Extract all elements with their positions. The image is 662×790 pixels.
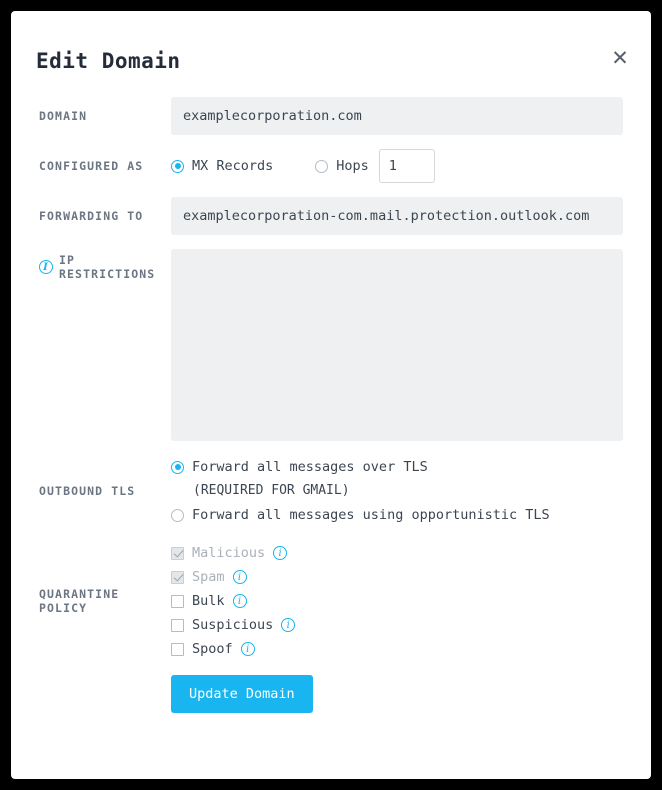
radio-tls-required-label: Forward all messages over TLS: [192, 459, 428, 475]
ip-restrictions-label: [11, 249, 171, 281]
radio-tls-required-control[interactable]: [171, 461, 184, 474]
quarantine-policy-row: [11, 541, 651, 661]
radio-mx-records-control[interactable]: [171, 160, 184, 173]
info-icon-bulk[interactable]: i: [233, 594, 247, 608]
checkbox-malicious-label: Malicious: [192, 545, 266, 561]
domain-field-area: [171, 97, 651, 135]
radio-tls-opportunistic[interactable]: [171, 503, 623, 527]
radio-hops[interactable]: [315, 154, 369, 178]
checkbox-spam: [171, 565, 623, 589]
ip-restrictions-textarea[interactable]: [171, 249, 623, 441]
forwarding-to-field-area: [171, 197, 651, 235]
info-icon-spoof[interactable]: i: [241, 642, 255, 656]
quarantine-policy-field-area: [171, 541, 651, 661]
submit-row: [11, 675, 651, 713]
info-icon-malicious[interactable]: i: [273, 546, 287, 560]
ip-restrictions-field-area: [171, 249, 651, 441]
tls-required-note: (REQUIRED FOR GMAIL): [193, 483, 350, 498]
checkbox-malicious: [171, 541, 623, 565]
quarantine-policy-label: QUARANTINE POLICY: [39, 587, 120, 615]
radio-tls-required[interactable]: [171, 455, 623, 479]
ip-restrictions-row: [11, 249, 651, 441]
checkbox-suspicious[interactable]: [171, 613, 623, 637]
ip-restrictions-label-text: IP RESTRICTIONS: [59, 253, 156, 281]
checkbox-spam-label: Spam: [192, 569, 225, 585]
configured-as-label: CONFIGURED AS: [39, 159, 144, 173]
configured-as-row: [11, 149, 651, 183]
checkbox-malicious-control: [171, 547, 184, 560]
forwarding-to-label: FORWARDING TO: [39, 209, 144, 223]
domain-input[interactable]: [171, 97, 623, 135]
info-icon-spam[interactable]: i: [233, 570, 247, 584]
update-domain-button[interactable]: Update Domain: [171, 675, 313, 713]
domain-row: [11, 97, 651, 135]
outbound-tls-field-area: [171, 455, 651, 527]
submit-field-area: [171, 675, 651, 713]
info-icon-suspicious[interactable]: i: [281, 618, 295, 632]
outbound-tls-label: OUTBOUND TLS: [39, 484, 136, 498]
edit-domain-form: [11, 97, 651, 727]
hops-input[interactable]: [379, 149, 435, 183]
radio-tls-opportunistic-label: Forward all messages using opportunistic TLS: [192, 507, 550, 523]
checkbox-bulk-label: Bulk: [192, 593, 225, 609]
forwarding-to-input[interactable]: [171, 197, 623, 235]
checkbox-spoof-label: Spoof: [192, 641, 233, 657]
checkbox-spoof[interactable]: [171, 637, 623, 661]
checkbox-spoof-control[interactable]: [171, 643, 184, 656]
edit-domain-dialog: [11, 11, 651, 779]
radio-hops-label: Hops: [336, 158, 369, 174]
radio-tls-opportunistic-control[interactable]: [171, 509, 184, 522]
page-title: Edit Domain: [36, 49, 181, 73]
info-icon[interactable]: I: [39, 260, 53, 274]
domain-label: DOMAIN: [39, 109, 88, 123]
checkbox-bulk-control[interactable]: [171, 595, 184, 608]
checkbox-bulk[interactable]: [171, 589, 623, 613]
configured-as-field-area: [171, 149, 651, 183]
radio-mx-records-label: MX Records: [192, 158, 274, 174]
radio-mx-records[interactable]: [171, 154, 273, 178]
checkbox-suspicious-label: Suspicious: [192, 617, 274, 633]
outbound-tls-row: [11, 455, 651, 527]
radio-hops-control[interactable]: [315, 160, 328, 173]
checkbox-spam-control: [171, 571, 184, 584]
close-icon[interactable]: ✕: [611, 46, 629, 70]
forwarding-to-row: [11, 197, 651, 235]
checkbox-suspicious-control[interactable]: [171, 619, 184, 632]
